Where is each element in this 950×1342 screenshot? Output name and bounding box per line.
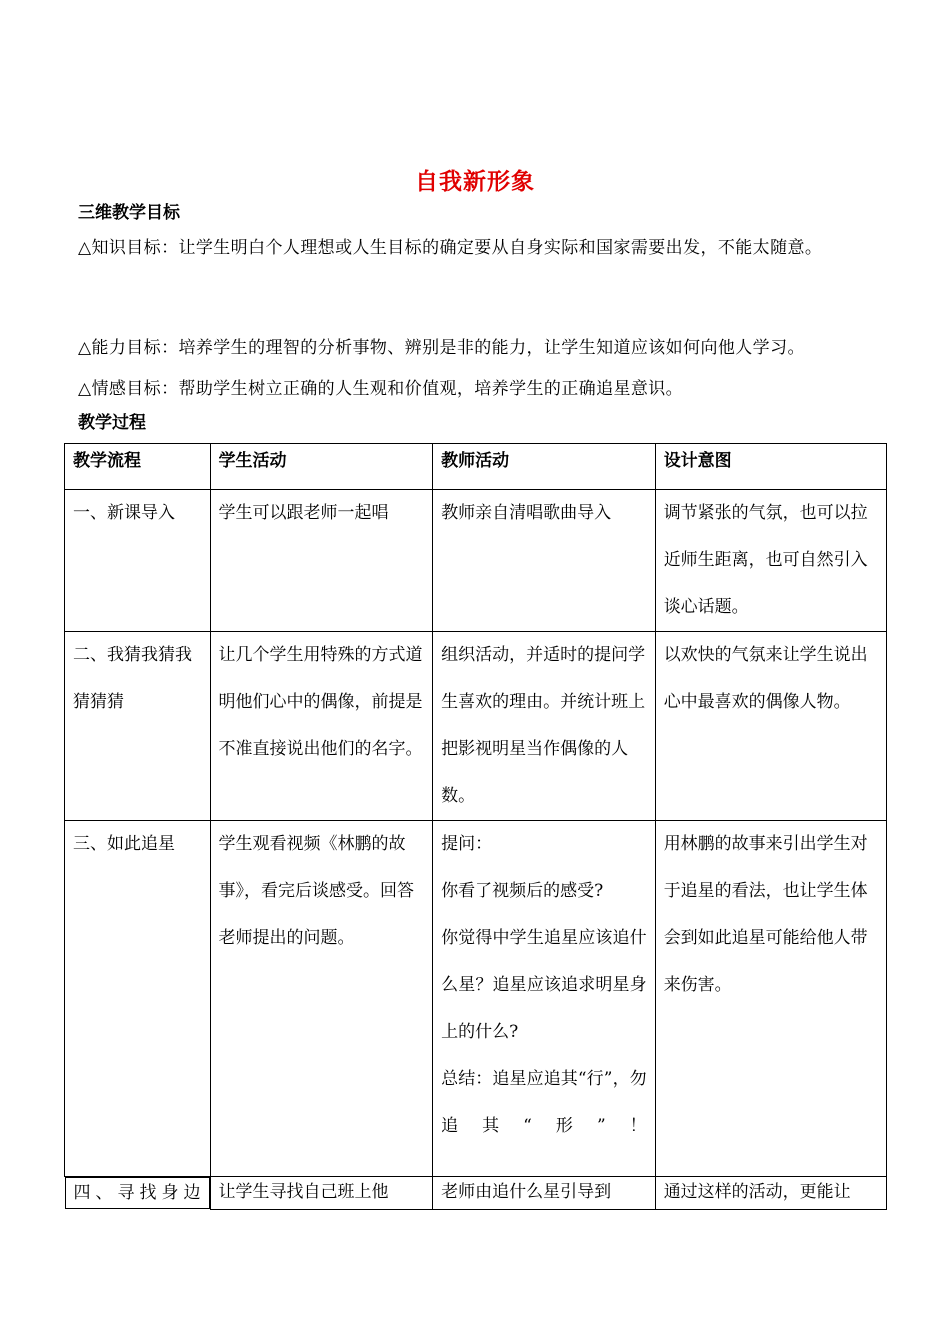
column-header: 学生活动 [210, 444, 433, 490]
table-row [65, 821, 887, 1177]
emotion-goal: △情感目标：帮助学生树立正确的人生观和价值观，培养学生的正确追星意识。 [78, 379, 684, 399]
table-row [65, 490, 887, 632]
stage-cell: 一、新课导入 [65, 490, 211, 632]
design-intent-cell: 通过这样的活动，更能让 [655, 1177, 886, 1210]
stage-cell: 三、如此追星 [65, 821, 211, 1177]
column-header: 教学流程 [65, 444, 211, 490]
table-row [65, 632, 887, 821]
ability-goal: △能力目标：培养学生的理智的分析事物、辨别是非的能力，让学生知道应该如何向他人学习。 [78, 338, 805, 358]
stage-cell: 四、寻找身边 [65, 1177, 210, 1209]
teacher-activity-cell: 老师由追什么星引导到 [433, 1177, 656, 1210]
table-header-row [65, 444, 887, 490]
column-header: 教师活动 [433, 444, 656, 490]
page-title: 自我新形象 [415, 169, 535, 195]
teacher-question: 你觉得中学生追星应该追什么星？追星应该追求明星身上的什么? [441, 928, 647, 1042]
teacher-activity-cell [433, 821, 656, 1177]
teacher-question: 你看了视频后的感受? [441, 881, 604, 901]
teacher-activity-cell: 教师亲自清唱歌曲导入 [433, 490, 656, 632]
stage-cell: 二、我猜我猜我猜猜猜 [65, 632, 211, 821]
teacher-question-label: 提问： [441, 834, 493, 854]
design-intent-cell: 用林鹏的故事来引出学生对于追星的看法，也让学生体会到如此追星可能给他人带来伤害。 [655, 821, 886, 1177]
teacher-summary: 总结：追星应追其“行”，勿追其“形”！ [441, 1069, 647, 1136]
student-activity-cell: 让几个学生用特殊的方式道明他们心中的偶像，前提是不准直接说出他们的名字。 [210, 632, 433, 821]
column-header: 设计意图 [655, 444, 886, 490]
design-intent-cell: 调节紧张的气氛，也可以拉近师生距离，也可自然引入谈心话题。 [655, 490, 886, 632]
goals-heading: 三维教学目标 [78, 203, 180, 223]
table-row [65, 1177, 887, 1210]
process-heading: 教学过程 [78, 413, 146, 433]
knowledge-goal: △知识目标：让学生明白个人理想或人生目标的确定要从自身实际和国家需要出发，不能太随意。 [78, 238, 823, 258]
teaching-process-table [64, 443, 887, 1210]
student-activity-cell: 学生可以跟老师一起唱 [210, 490, 433, 632]
teacher-activity-cell: 组织活动，并适时的提问学生喜欢的理由。并统计班上把影视明星当作偶像的人数。 [433, 632, 656, 821]
student-activity-cell: 学生观看视频《林鹏的故事》，看完后谈感受。回答老师提出的问题。 [210, 821, 433, 1177]
student-activity-cell: 让学生寻找自己班上他 [210, 1177, 433, 1210]
design-intent-cell: 以欢快的气氛来让学生说出心中最喜欢的偶像人物。 [655, 632, 886, 821]
